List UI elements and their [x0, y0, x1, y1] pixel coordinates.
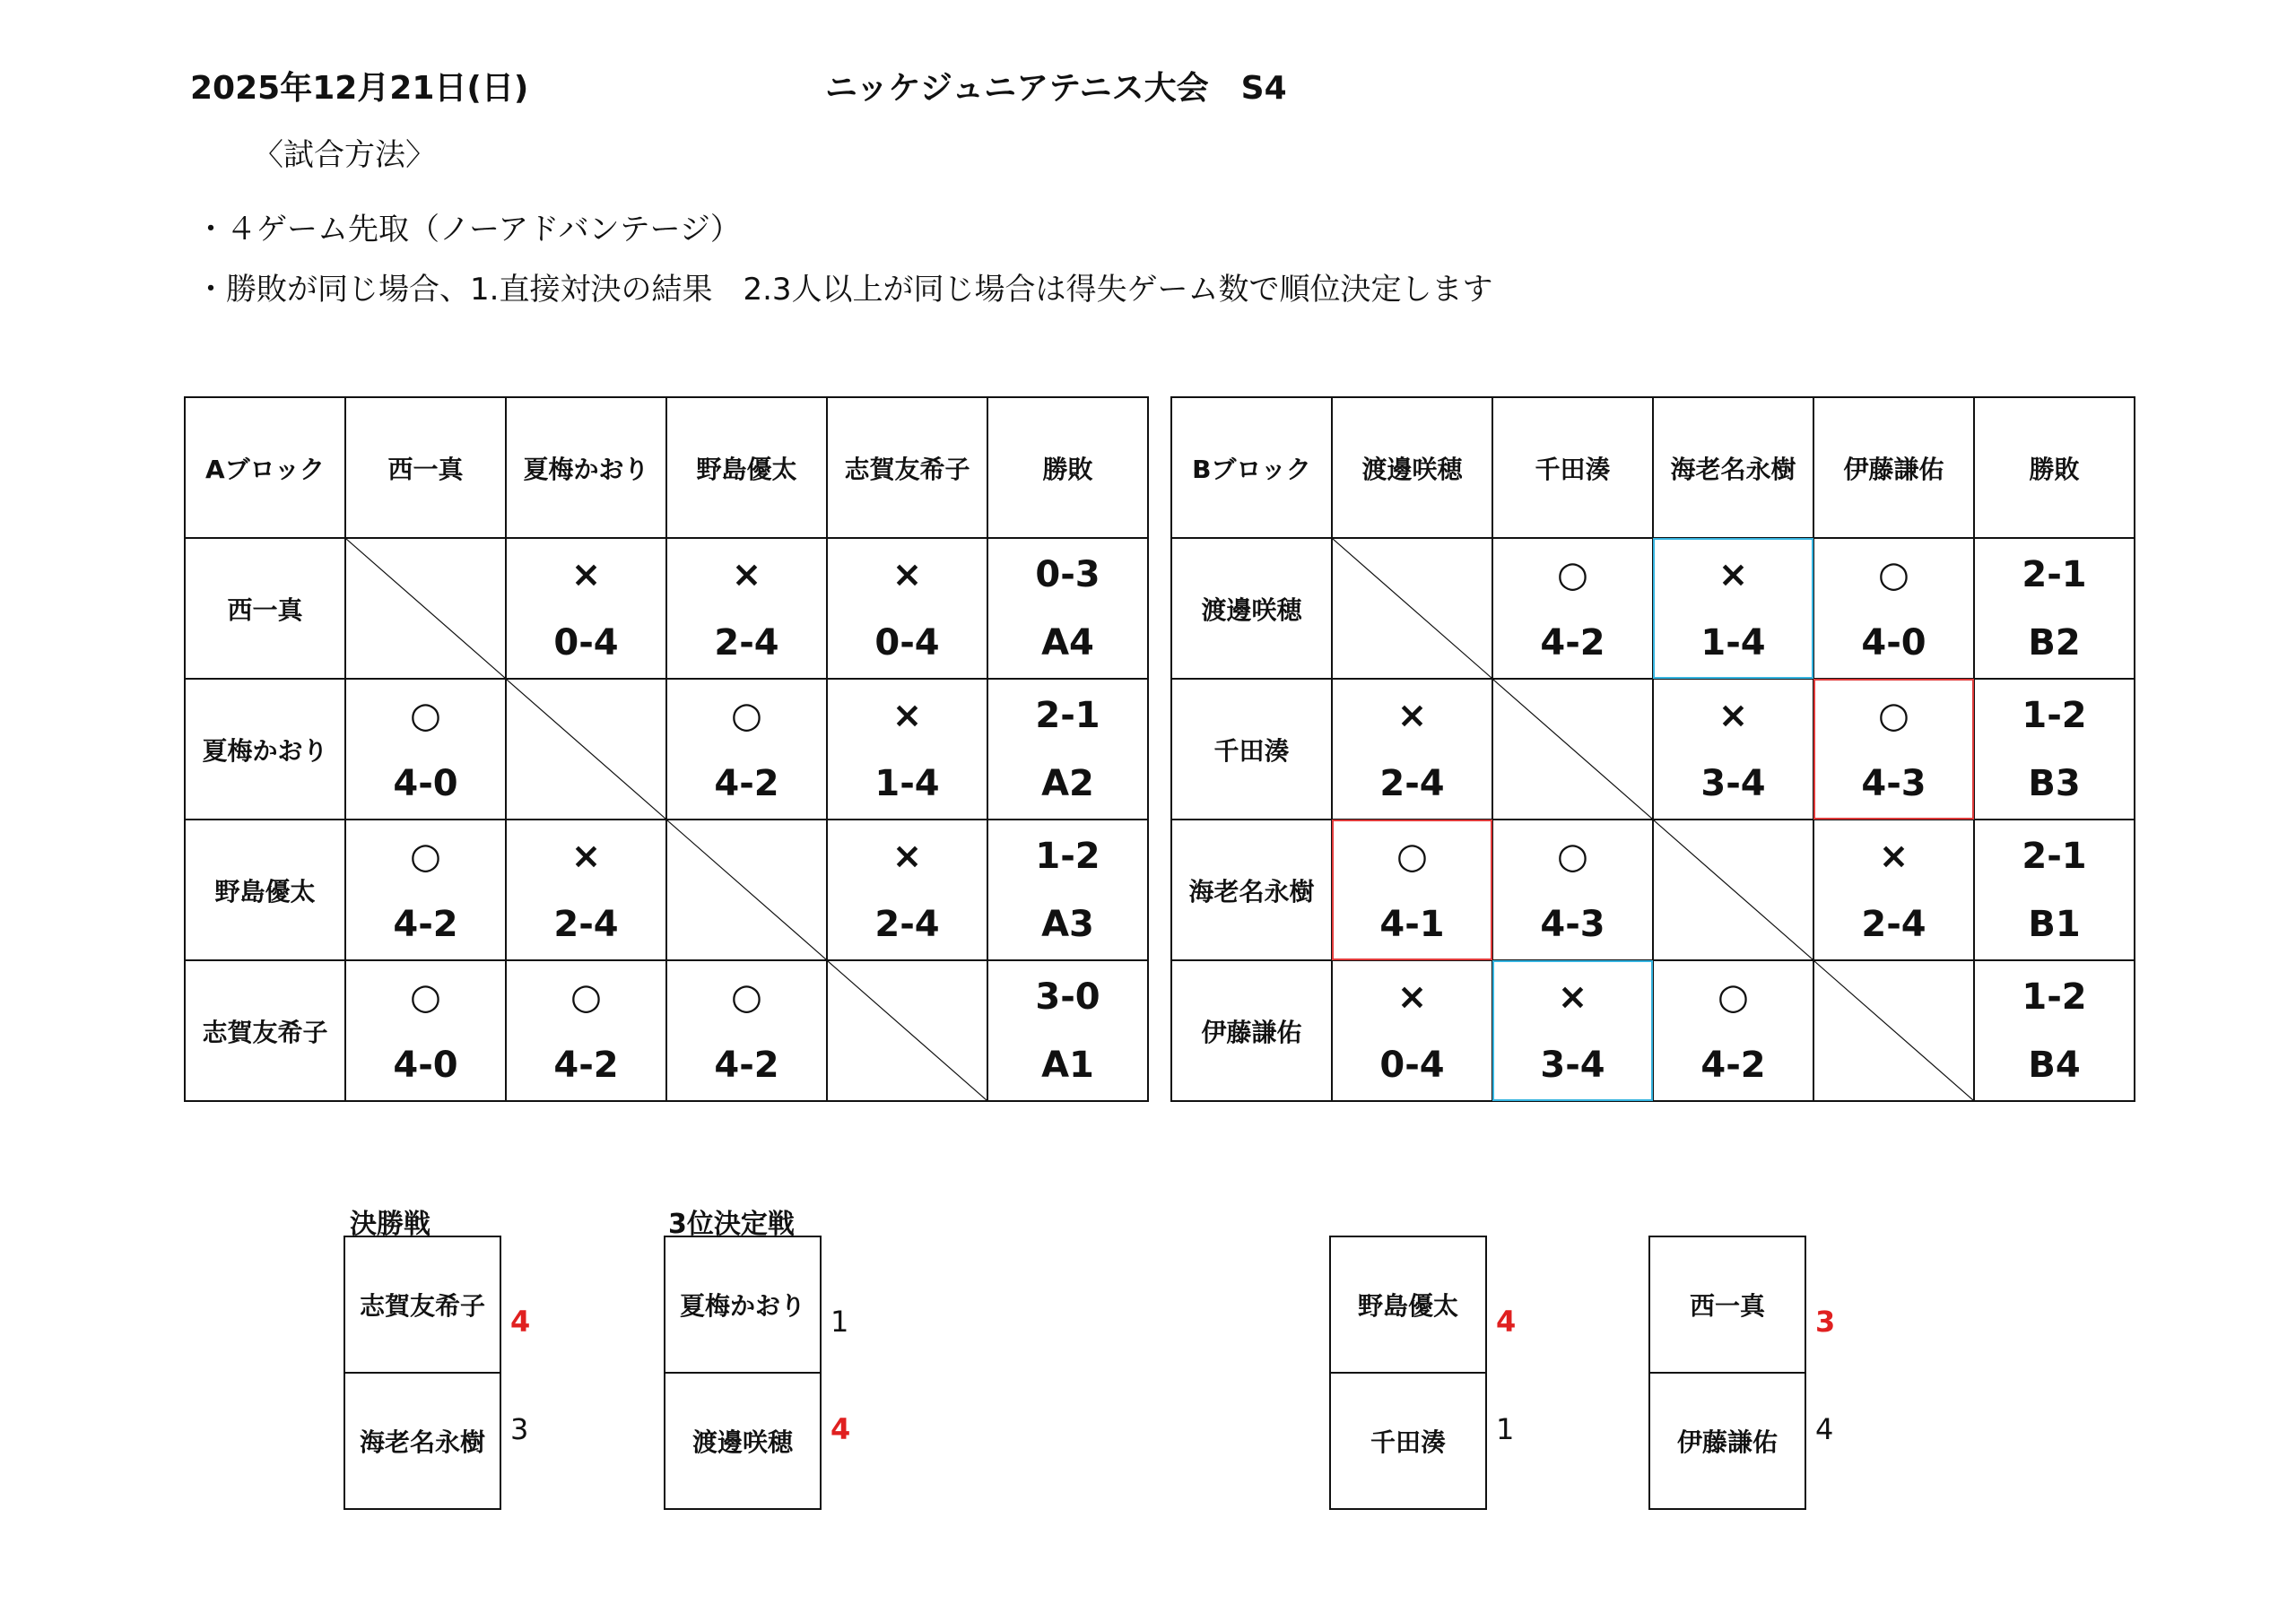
- match4-top-player: 西一真: [1648, 1236, 1806, 1374]
- row-player: 渡邊咲穂: [1171, 538, 1332, 679]
- match-cell: × 1-4: [827, 679, 987, 820]
- match-cell: ○ 4-2: [1653, 960, 1813, 1101]
- match-method-label: 〈試合方法〉: [253, 137, 436, 173]
- block-a-label: Aブロック: [185, 397, 345, 538]
- diagonal-cell: [345, 538, 506, 679]
- result-cell: 3-0 A1: [987, 960, 1148, 1101]
- third-top-score: 1: [831, 1305, 849, 1339]
- final-title: 決勝戦: [350, 1209, 430, 1240]
- col-header: 千田湊: [1492, 397, 1653, 538]
- match-cell: × 0-4: [1332, 960, 1492, 1101]
- result-cell: 1-2 B4: [1974, 960, 2135, 1101]
- diagonal-cell: [827, 960, 987, 1101]
- table-row: [1171, 960, 2135, 1101]
- match-cell: × 0-4: [506, 538, 666, 679]
- row-player: 伊藤謙佑: [1171, 960, 1332, 1101]
- diagonal-cell: [1653, 820, 1813, 960]
- table-row: [1171, 538, 2135, 679]
- row-player: 野島優太: [185, 820, 345, 960]
- row-player: 千田湊: [1171, 679, 1332, 820]
- third-bottom-player: 渡邊咲穂: [664, 1372, 822, 1510]
- col-header: 伊藤謙佑: [1813, 397, 1974, 538]
- match-cell-highlighted: ○ 4-1: [1332, 820, 1492, 960]
- match-cell: × 2-4: [827, 820, 987, 960]
- result-cell: 2-1 B1: [1974, 820, 2135, 960]
- match-cell: ○ 4-2: [345, 820, 506, 960]
- diagonal-cell: [1813, 960, 1974, 1101]
- col-header: 渡邊咲穂: [1332, 397, 1492, 538]
- match-cell-highlighted: × 1-4: [1653, 538, 1813, 679]
- result-header: 勝敗: [1974, 397, 2135, 538]
- match-cell: ○ 4-2: [1492, 538, 1653, 679]
- match-cell: × 0-4: [827, 538, 987, 679]
- result-cell: 0-3 A4: [987, 538, 1148, 679]
- final-bottom-score: 3: [510, 1412, 529, 1446]
- match-cell: × 2-4: [506, 820, 666, 960]
- diagonal-cell: [506, 679, 666, 820]
- table-row: [1171, 820, 2135, 960]
- table-row: [1171, 679, 2135, 820]
- match4-bottom-score: 4: [1815, 1412, 1834, 1446]
- match-cell: ○ 4-0: [345, 960, 506, 1101]
- block-b-table: [1170, 396, 2135, 1102]
- result-header: 勝敗: [987, 397, 1148, 538]
- row-player: 西一真: [185, 538, 345, 679]
- block-b-label: Bブロック: [1171, 397, 1332, 538]
- final-bottom-player: 海老名永樹: [344, 1372, 501, 1510]
- table-row: [185, 960, 1148, 1101]
- diagonal-cell: [1492, 679, 1653, 820]
- result-cell: 2-1 B2: [1974, 538, 2135, 679]
- match4-top-score: 3: [1815, 1305, 1836, 1339]
- col-header: 夏梅かおり: [506, 397, 666, 538]
- match4-bottom-player: 伊藤謙佑: [1648, 1372, 1806, 1510]
- result-cell: 1-2 B3: [1974, 679, 2135, 820]
- match-cell: ○ 4-3: [1492, 820, 1653, 960]
- match-cell: ○ 4-0: [345, 679, 506, 820]
- rule-line-1: ・４ゲーム先取（ノーアドバンテージ）: [196, 212, 741, 247]
- row-player: 海老名永樹: [1171, 820, 1332, 960]
- block-a-table: [184, 396, 1149, 1102]
- match-cell-highlighted: × 3-4: [1492, 960, 1653, 1101]
- final-top-score: 4: [510, 1305, 531, 1339]
- match-cell: ○ 4-0: [1813, 538, 1974, 679]
- col-header: 野島優太: [666, 397, 827, 538]
- table-row: [185, 820, 1148, 960]
- block-a-header-row: [185, 397, 1148, 538]
- match3-top-score: 4: [1496, 1305, 1517, 1339]
- third-bottom-score: 4: [831, 1412, 851, 1446]
- table-row: [185, 679, 1148, 820]
- third-place-title: 3位決定戦: [668, 1209, 795, 1240]
- diagonal-cell: [666, 820, 827, 960]
- result-cell: 1-2 A3: [987, 820, 1148, 960]
- match-cell: ○ 4-2: [666, 679, 827, 820]
- block-b-header-row: [1171, 397, 2135, 538]
- match3-bottom-score: 1: [1496, 1412, 1515, 1446]
- third-top-player: 夏梅かおり: [664, 1236, 822, 1374]
- result-cell: 2-1 A2: [987, 679, 1148, 820]
- final-top-player: 志賀友希子: [344, 1236, 501, 1374]
- match-cell: × 3-4: [1653, 679, 1813, 820]
- match-cell: × 2-4: [1332, 679, 1492, 820]
- match-cell-highlighted: ○ 4-3: [1813, 679, 1974, 820]
- row-player: 夏梅かおり: [185, 679, 345, 820]
- event-title: ニッケジュニアテニス大会 S4: [825, 70, 1287, 107]
- col-header: 海老名永樹: [1653, 397, 1813, 538]
- match-cell: × 2-4: [666, 538, 827, 679]
- col-header: 志賀友希子: [827, 397, 987, 538]
- table-row: [185, 538, 1148, 679]
- row-player: 志賀友希子: [185, 960, 345, 1101]
- diagonal-cell: [1332, 538, 1492, 679]
- match-cell: × 2-4: [1813, 820, 1974, 960]
- match-cell: ○ 4-2: [666, 960, 827, 1101]
- match-cell: ○ 4-2: [506, 960, 666, 1101]
- col-header: 西一真: [345, 397, 506, 538]
- rule-line-2: ・勝敗が同じ場合、1.直接対決の結果 2.3人以上が同じ場合は得失ゲーム数で順位決定します: [196, 272, 1493, 308]
- event-date: 2025年12月21日(日): [190, 70, 529, 107]
- match3-bottom-player: 千田湊: [1329, 1372, 1487, 1510]
- match3-top-player: 野島優太: [1329, 1236, 1487, 1374]
